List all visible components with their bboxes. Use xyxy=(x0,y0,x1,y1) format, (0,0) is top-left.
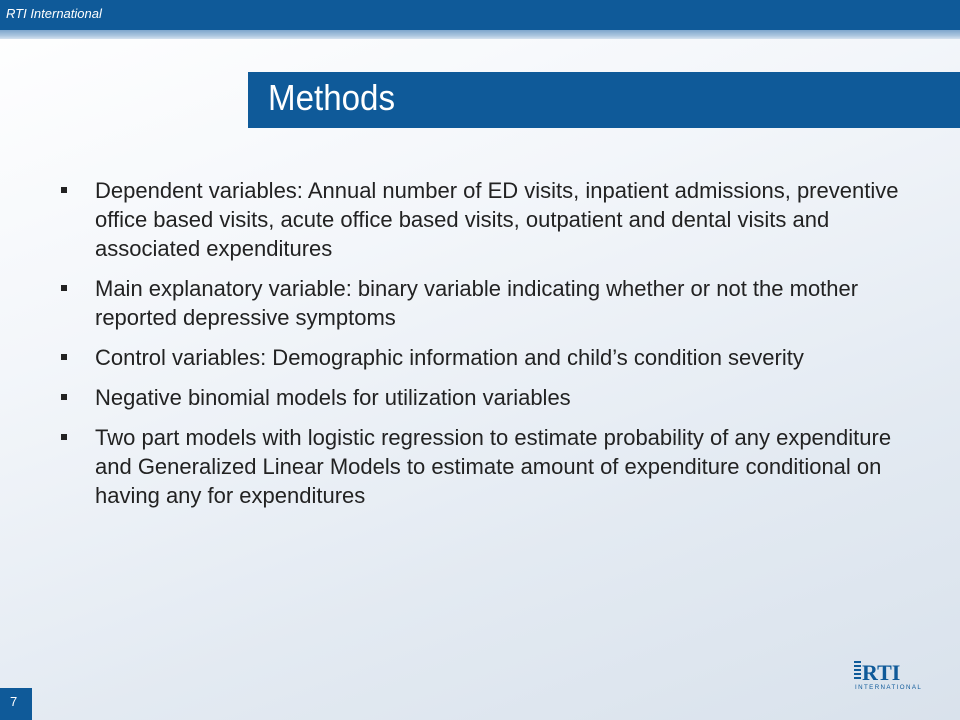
logo-text: RTI xyxy=(862,660,901,685)
bullet-text: Control variables: Demographic information and child’s condition severity xyxy=(95,345,804,370)
bullet-text: Dependent variables: Annual number of ED visits, inpatient admissions, preventive office based visits, acute office based visits, outpatient and dental visits and associated expenditures xyxy=(95,178,899,261)
square-bullet-icon xyxy=(61,285,67,291)
square-bullet-icon xyxy=(61,434,67,440)
logo-subtext: INTERNATIONAL xyxy=(855,684,923,691)
bullet-list xyxy=(58,176,908,521)
title-bar xyxy=(248,72,960,128)
org-label: RTI International xyxy=(6,6,102,21)
bullet-item xyxy=(58,176,908,263)
rti-logo xyxy=(852,660,952,692)
bullet-text: Two part models with logistic regression to estimate probability of any expenditure and Generalized Linear Models to estimate amount of expenditure conditional on having any for expenditures xyxy=(95,425,892,508)
bullet-item xyxy=(58,343,908,372)
bullet-item xyxy=(58,423,908,510)
page-number-box xyxy=(0,688,32,720)
header-bar xyxy=(0,0,960,30)
header-accent-stripe xyxy=(0,30,960,39)
bullet-item xyxy=(58,383,908,412)
page-number: 7 xyxy=(10,694,18,709)
square-bullet-icon xyxy=(61,354,67,360)
slide-title: Methods xyxy=(268,77,396,118)
square-bullet-icon xyxy=(61,394,67,400)
bullet-text: Negative binomial models for utilization variables xyxy=(95,385,571,410)
bullet-item xyxy=(58,274,908,332)
bullet-text: Main explanatory variable: binary variable indicating whether or not the mother reported depressive symptoms xyxy=(95,276,859,330)
square-bullet-icon xyxy=(61,187,67,193)
